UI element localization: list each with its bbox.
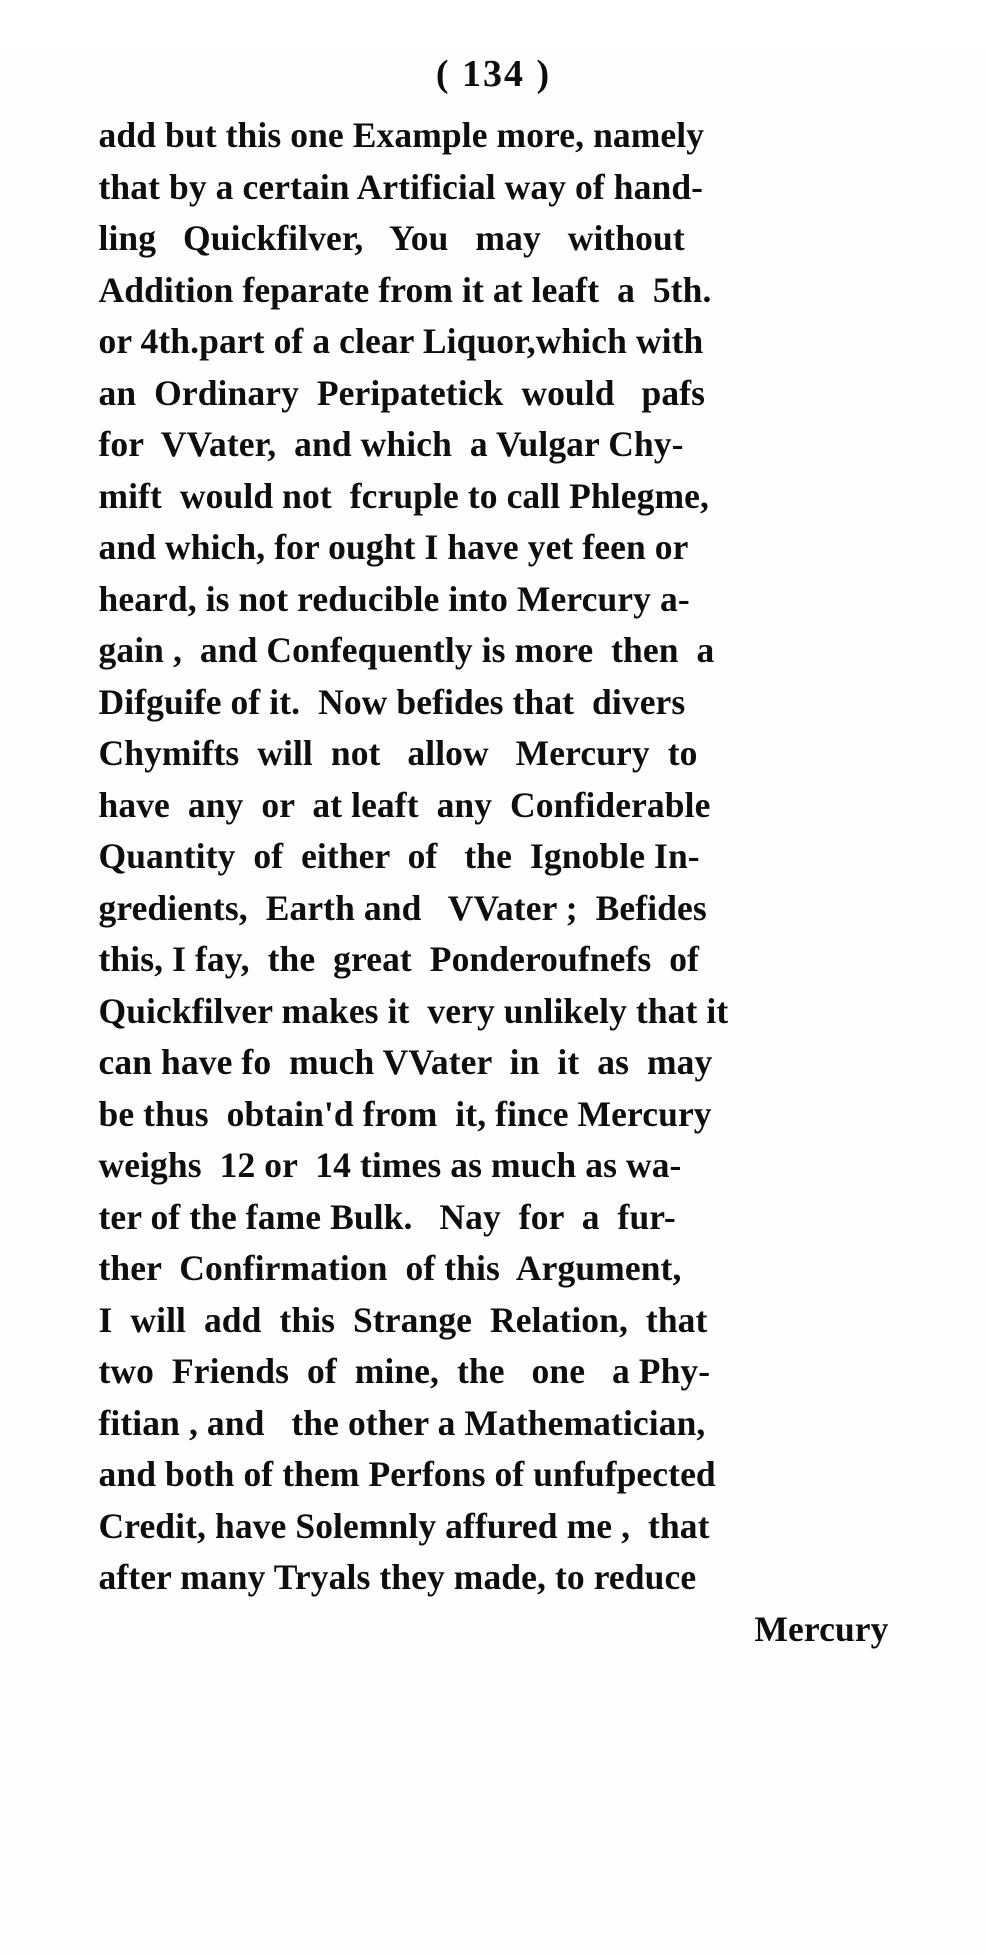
text-line: for VVater, and which a Vulgar Chy- (98, 424, 684, 464)
text-line: an Ordinary Peripatetick would pafs (98, 372, 706, 413)
text-line: Quickfilver makes it very unlikely that it (98, 990, 729, 1031)
text-line: after many Tryals they made, to reduce (98, 1557, 697, 1597)
text-line: two Friends of mine, the one a Phy- (98, 1351, 711, 1391)
text-line: mift would not fcruple to call Phlegme, (98, 475, 709, 516)
catchword: Mercury (754, 1608, 889, 1649)
text-line: or 4th.part of a clear Liquor,which with (98, 321, 704, 361)
text-line: can have fo much VVater in it as may (98, 1042, 713, 1082)
text-line: have any or at leaft any Confiderable (98, 784, 711, 825)
body-text-block (99, 106, 889, 1655)
text-line: add but this one Example more, namely (98, 115, 705, 155)
text-line: be thus obtain'd from it, fince Mercury (98, 1093, 712, 1134)
text-line: Addition feparate from it at leaft a 5th. (98, 269, 712, 310)
text-line: Chymifts will not allow Mercury to (98, 733, 698, 773)
text-line: weighs 12 or 14 times as much as wa- (98, 1145, 682, 1185)
document-page (0, 52, 987, 1956)
text-line: ling Quickfilver, You may without (98, 218, 685, 258)
text-line: Difguife of it. Now befides that divers (98, 681, 686, 722)
text-line: fitian , and the other a Mathematician, (98, 1402, 706, 1443)
text-line: gredients, Earth and VVater ; Befides (98, 887, 707, 928)
text-line: this, I fay, the great Ponderoufnefs of (98, 939, 700, 979)
text-line: I will add this Strange Relation, that (98, 1299, 708, 1340)
text-line: heard, is not reducible into Mercury a- (98, 578, 690, 619)
text-line: ter of the fame Bulk. Nay for a fur- (98, 1196, 676, 1237)
text-line: that by a certain Artificial way of hand- (98, 166, 704, 207)
text-line: and which, for ought I have yet feen or (98, 527, 689, 567)
page-number: ( 134 ) (435, 53, 552, 95)
text-line: and both of them Perfons of unfufpected (98, 1454, 716, 1494)
text-line: Quantity of either of the Ignoble In- (98, 836, 700, 876)
text-line: ther Confirmation of this Argument, (98, 1248, 682, 1288)
text-line: Credit, have Solemnly affured me , that (98, 1505, 710, 1546)
text-line: gain , and Confequently is more then a (98, 630, 715, 670)
